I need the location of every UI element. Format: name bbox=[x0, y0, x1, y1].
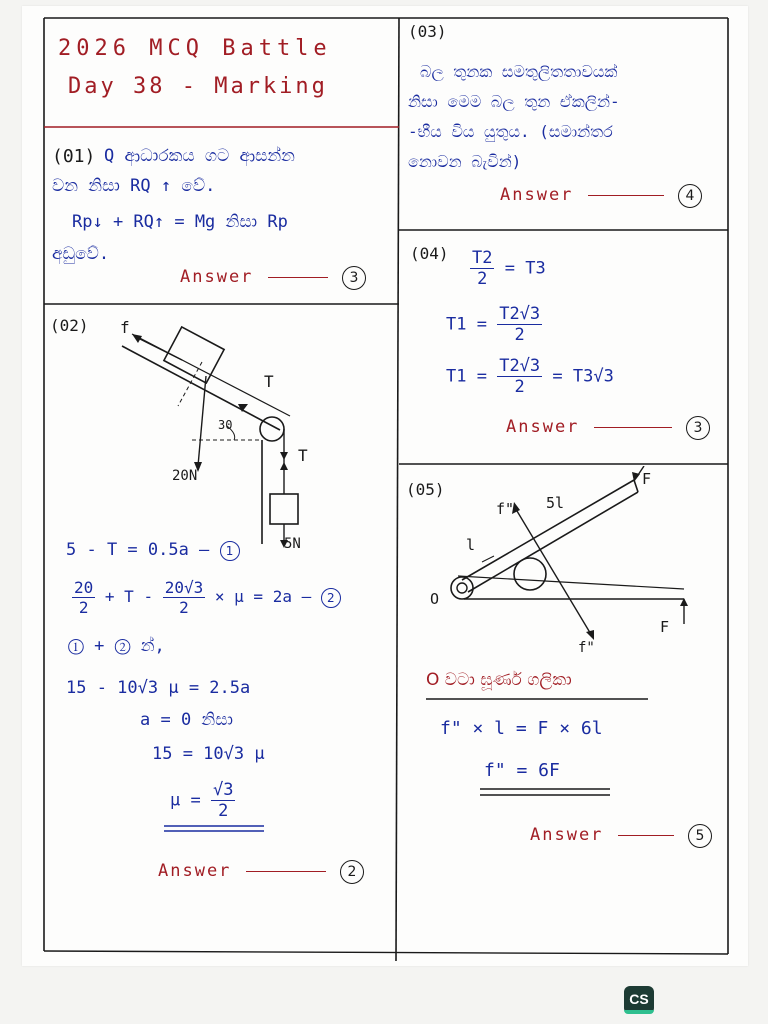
q02-fig-T1: T bbox=[264, 372, 274, 391]
q02-eq4: 15 - 10√3 μ = 2.5a bbox=[66, 678, 251, 698]
q02-eq2-den: 2 bbox=[78, 598, 89, 617]
q04-label: (04) bbox=[410, 244, 449, 263]
q01-answer bbox=[180, 266, 366, 290]
q02-eq7-lhs: μ = bbox=[170, 790, 201, 811]
q05-fig-F-right: F bbox=[660, 618, 670, 636]
q04-r3-num: T2√3 bbox=[499, 356, 541, 376]
header-title: 2026 MCQ Battle bbox=[58, 36, 332, 61]
q05-fig-len1: l bbox=[466, 536, 476, 554]
q02-fig-angle: 30 bbox=[218, 418, 233, 432]
q04-r1-num: T2 bbox=[472, 248, 493, 268]
q01-line3: Rp↓ + RQ↑ = Mg නිසා Rp bbox=[72, 212, 288, 232]
camscanner-logo: CS bbox=[624, 986, 654, 1014]
q05-answer-label: Answer bbox=[530, 825, 604, 845]
q05-fig-f-upper: f" bbox=[496, 500, 515, 518]
q02-eq2-tail: × μ = 2a — bbox=[214, 587, 312, 606]
q02-eq2-den2: 2 bbox=[179, 598, 189, 617]
q02-diagram bbox=[102, 316, 372, 556]
q01-answer-value: 3 bbox=[342, 266, 366, 290]
q04-r2-lhs: T1 = bbox=[446, 314, 487, 335]
q05-answer-value: 5 bbox=[688, 824, 712, 848]
q03-answer bbox=[500, 184, 702, 208]
q04-r3-rhs: = T3√3 bbox=[552, 366, 614, 387]
q01-label: (01) bbox=[52, 146, 96, 167]
q02-eq2-num: 20 bbox=[74, 578, 94, 597]
q02-eq7-den: 2 bbox=[218, 801, 229, 821]
q02-answer-label: Answer bbox=[158, 861, 232, 881]
q03-label: (03) bbox=[408, 22, 447, 41]
q02-eq2 bbox=[72, 578, 341, 617]
q05-fig-O: O bbox=[430, 590, 440, 608]
q04-answer-value: 3 bbox=[686, 416, 710, 440]
q04-answer bbox=[506, 416, 710, 440]
q02-fig-w2: 5N bbox=[284, 536, 301, 552]
header-subtitle: Day 38 - Marking bbox=[68, 74, 328, 99]
q05-fig-f-lower: f" bbox=[578, 640, 595, 656]
q04-answer-label: Answer bbox=[506, 417, 580, 437]
marking-sheet bbox=[22, 6, 748, 966]
q02-eq1-text: 5 - T = 0.5a — bbox=[66, 540, 210, 560]
q01-answer-label: Answer bbox=[180, 267, 254, 287]
q03-line1: බල තුනක සමතුලිතතාවයක් bbox=[420, 62, 618, 81]
q05-line2: f" × l = F × 6l bbox=[440, 718, 603, 739]
q04-r2-num: T2√3 bbox=[499, 304, 541, 324]
q02-double-underline bbox=[162, 824, 272, 834]
q03-line2: නිසා මෙම බල තුන ඒකලින්- bbox=[408, 92, 620, 111]
q05-underline1 bbox=[422, 696, 662, 702]
q02-eq5: a = 0 නිසා bbox=[140, 710, 234, 730]
q05-fig-len5: 5l bbox=[546, 494, 565, 512]
q02-answer-value: 2 bbox=[340, 860, 364, 884]
q04-r1-rhs: = T3 bbox=[504, 258, 546, 279]
q02-fig-w1: 20N bbox=[172, 468, 198, 484]
q05-answer bbox=[530, 824, 712, 848]
q02-eq2-mid: + T - bbox=[104, 587, 154, 606]
q04-row1 bbox=[470, 248, 546, 289]
q02-eq3: ① + ② න්, bbox=[68, 636, 165, 656]
q02-label: (02) bbox=[50, 316, 89, 335]
q05-line1: O වටා ඝූර්ණ ගලිකා bbox=[426, 670, 572, 690]
q02-eq7 bbox=[170, 780, 235, 821]
q01-line1: Q ආධාරකය ගට ආසන්න bbox=[104, 146, 295, 166]
q04-row3 bbox=[446, 356, 614, 397]
q04-r3-den: 2 bbox=[514, 377, 525, 397]
q01-line4: අඩුවේ. bbox=[52, 244, 110, 264]
q03-line3: -භීය විය යුතුය. (සමාන්තර bbox=[408, 122, 613, 141]
q03-answer-value: 4 bbox=[678, 184, 702, 208]
q02-eq2-num2: 20√3 bbox=[164, 578, 204, 597]
q03-line4: නොවන බැවින්) bbox=[408, 152, 522, 171]
q02-answer bbox=[158, 860, 364, 884]
q01-line2: වන නිසා RQ ↑ වේ. bbox=[52, 176, 216, 196]
q02-fig-T2: T bbox=[298, 446, 308, 465]
q02-eq2-tag: 2 bbox=[321, 588, 341, 608]
q02-eq1 bbox=[66, 540, 240, 561]
q02-eq1-tag: 1 bbox=[220, 541, 240, 561]
q02-fig-f: f bbox=[120, 318, 130, 337]
q05-label: (05) bbox=[406, 480, 445, 499]
q04-r3-lhs: T1 = bbox=[446, 366, 487, 387]
q05-double-underline bbox=[478, 786, 618, 798]
q04-r2-den: 2 bbox=[514, 325, 525, 345]
q05-diagram bbox=[422, 466, 722, 666]
q05-line3: f" = 6F bbox=[484, 760, 560, 781]
q02-eq6: 15 = 10√3 μ bbox=[152, 744, 265, 764]
q03-answer-label: Answer bbox=[500, 185, 574, 205]
q05-fig-F-top: F bbox=[642, 470, 652, 488]
q04-row2 bbox=[446, 304, 542, 345]
q04-r1-den: 2 bbox=[477, 269, 488, 289]
q02-eq7-num: √3 bbox=[212, 780, 234, 800]
